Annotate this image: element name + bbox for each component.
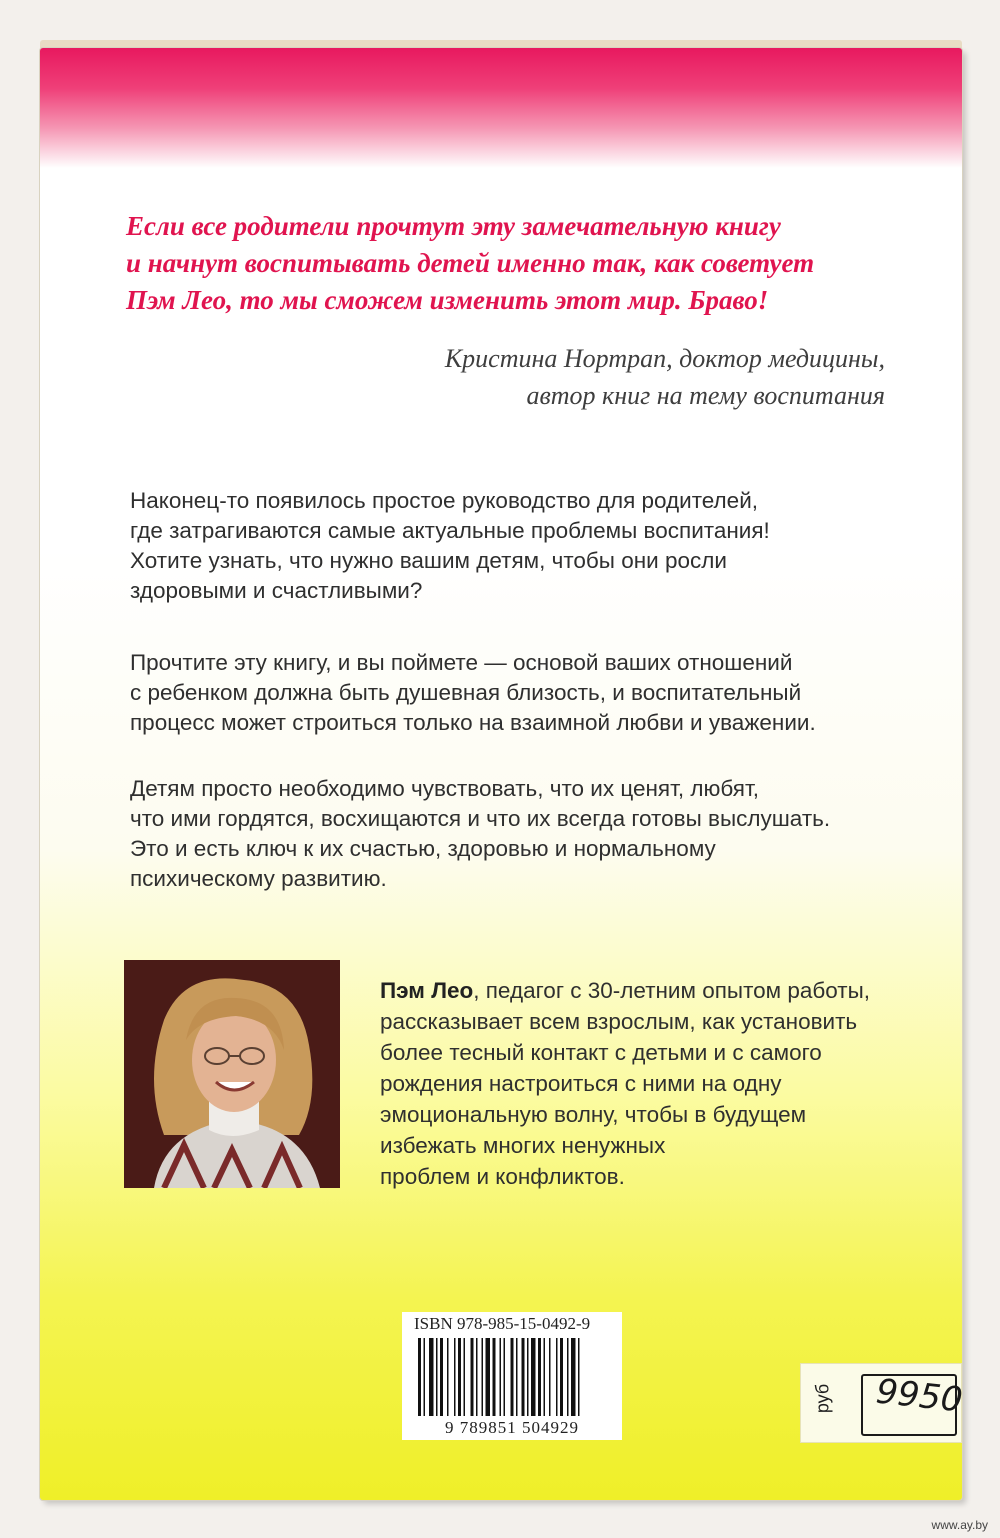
bio-line-rest: , педагог с 30-летним опытом работы, [473,978,871,1003]
attribution-line: Кристина Нортрап, доктор медицины, [444,344,885,373]
paragraph-line: процесс может строиться только на взаимной любви и уважении. [130,710,816,735]
barcode-number: 9 789851 504929 [445,1418,579,1437]
bio-line-first [380,975,900,1006]
quote-line: и начнут воспитывать детей именно так, как советует [126,248,815,278]
paragraph-line: психическому развитию. [130,866,387,891]
description-paragraph-2 [130,648,850,738]
bio-line: эмоциональную волну, чтобы в будущем [380,1102,807,1127]
watermark: www.ay.by [931,1518,988,1532]
isbn-text: ISBN 978-985-15-0492-9 [414,1314,591,1333]
price-sticker [800,1363,965,1443]
author-photo [124,960,340,1188]
paragraph-line: здоровыми и счастливыми? [130,578,423,603]
paragraph-line: где затрагиваются самые актуальные проблемы воспитания! [130,518,770,543]
paragraph-line: Прочтите эту книгу, и вы поймете — основой ваших отношений [130,650,793,675]
isbn-barcode [402,1312,622,1440]
paragraph-line: что ими гордятся, восхищаются и что их всегда готовы выслушать. [130,806,831,831]
description-paragraph-1 [130,486,850,606]
price-currency-label: руб [812,1383,833,1414]
author-bio [380,975,900,1192]
author-portrait-illustration [124,960,340,1188]
paragraph-line: Наконец-то появилось простое руководство для родителей, [130,488,759,513]
bio-line: избежать многих ненужных [380,1133,666,1158]
price-value: 9950 [874,1371,965,1421]
endorsement-quote [126,208,906,319]
paragraph-line: с ребенком должна быть душевная близость, и воспитательный [130,680,802,705]
quote-attribution [445,340,885,414]
paragraph-line: Детям просто необходимо чувствовать, что их ценят, любят, [130,776,760,801]
paragraph-line: Хотите узнать, что нужно вашим детям, чтобы они росли [130,548,727,573]
author-name: Пэм Лео [380,978,474,1003]
bio-line: рождения настроиться с ними на одну [380,1071,782,1096]
bio-line: более тесный контакт с детьми и с самого [380,1040,822,1065]
description-paragraph-3 [130,774,850,894]
attribution-line: автор книг на тему воспитания [526,381,885,410]
quote-line: Если все родители прочтут эту замечательную книгу [126,211,781,241]
paragraph-line: Это и есть ключ к их счастью, здоровью и нормальному [130,836,716,861]
quote-line: Пэм Лео, то мы сможем изменить этот мир. Браво! [126,285,769,315]
barcode-bars-icon [418,1338,608,1418]
bio-line: рассказывает всем взрослым, как установить [380,1009,858,1034]
bio-line: проблем и конфликтов. [380,1164,625,1189]
